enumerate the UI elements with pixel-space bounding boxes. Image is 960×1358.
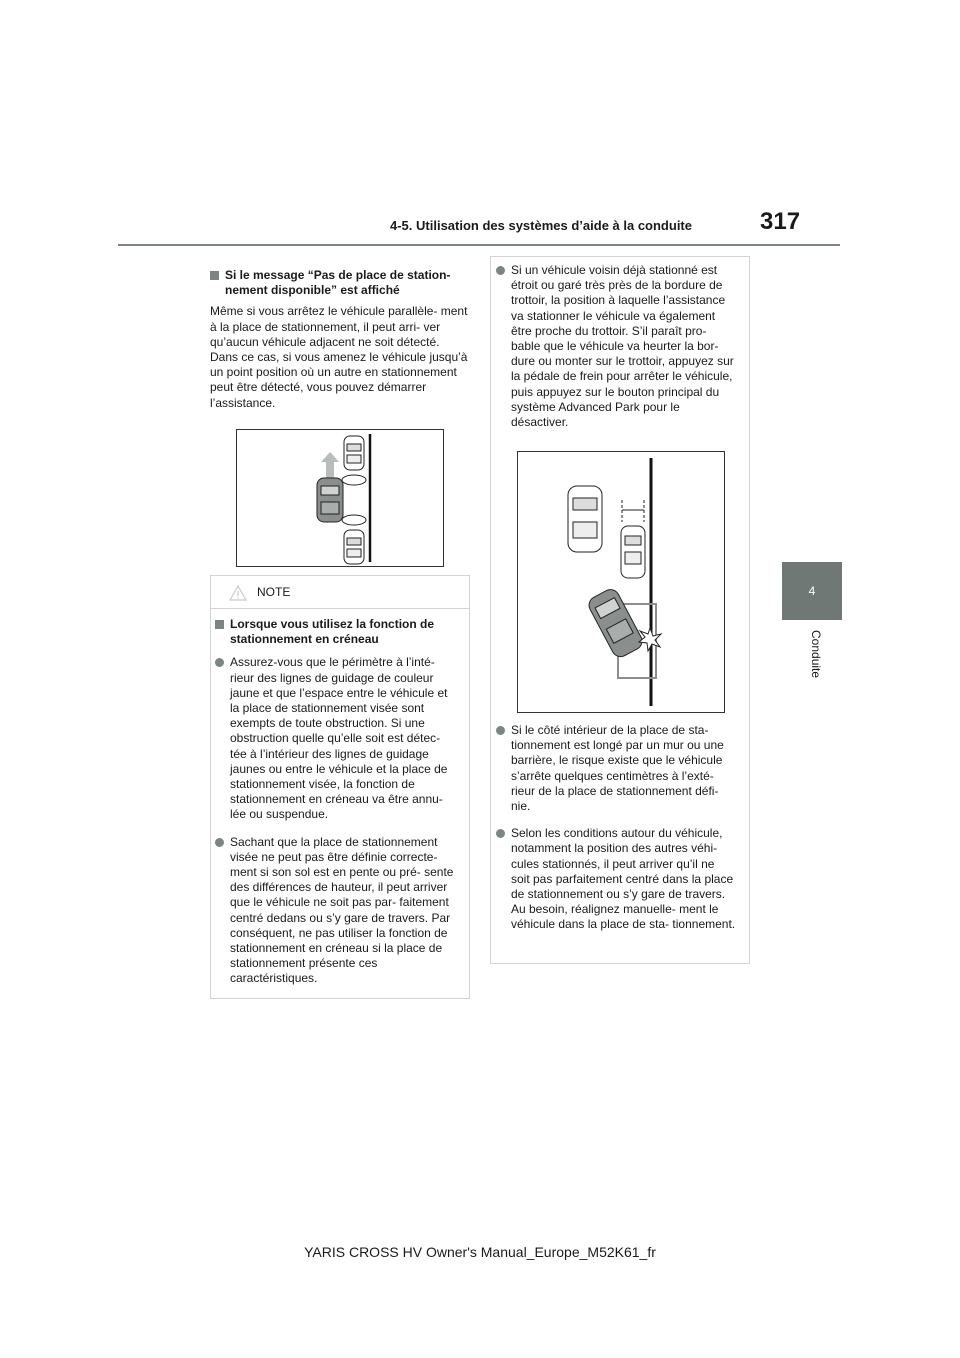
chapter-label-text: Conduite: [809, 630, 823, 679]
chapter-label: [783, 628, 843, 688]
chapter-tab: [782, 562, 842, 620]
narrow-parked-car-icon: [621, 526, 645, 578]
parking-diagram-2: [517, 451, 725, 713]
note-subheading: [215, 617, 459, 647]
square-bullet-icon: [210, 271, 219, 280]
round-bullet-icon: [496, 266, 505, 275]
note-label: NOTE: [257, 585, 291, 600]
impact-icon: [639, 628, 661, 651]
footer-text: YARIS CROSS HV Owner's Manual_Europe_M52K61_fr: [304, 1244, 656, 1260]
left-subheading-text: Si le message “Pas de place de station- nement disponible” est affiché: [225, 268, 451, 298]
warning-icon: [229, 585, 247, 601]
round-bullet-icon: [215, 838, 224, 847]
right-bullet: [496, 826, 736, 932]
note-subheading-text: Lorsque vous utilisez la fonction de stationnement en créneau: [230, 617, 435, 647]
parallel-parking-illustration: [237, 430, 443, 566]
page-number: 317: [760, 208, 801, 235]
left-body-text: Même si vous arrêtez le véhicule parallèle- ment à la place de stationnement, il peut arri- ver qu’aucun véhicule adjacent ne soit détecté. Dans ce cas, si vous amenez le véhicule jusqu’à un point position où un autre en stationnement peut être détecté, vous pouvez démarrer l’assistance.: [210, 304, 468, 410]
parking-diagram-1: [236, 429, 444, 567]
round-bullet-icon: [215, 658, 224, 667]
right-bullet-text: Si le côté intérieur de la place de sta- tionnement est longé par un mur ou une barrière, le risque existe que le véhicule s’arrête quelques centimètres à l’exté- rieur de la place de stationnement défi- nie.: [511, 723, 724, 814]
left-section: [210, 268, 470, 411]
round-bullet-icon: [496, 726, 505, 735]
section-title: 4-5. Utilisation des systèmes d’aide à la conduite: [390, 218, 692, 233]
round-bullet-icon: [496, 829, 505, 838]
note-header: [211, 576, 469, 604]
chapter-number: 4: [808, 584, 816, 598]
right-note-box: [490, 256, 750, 964]
right-bullet: [496, 263, 737, 430]
neighbor-car-icon: [568, 486, 602, 552]
right-bullet: [496, 723, 736, 814]
note-bullet: [215, 655, 459, 822]
note-bullet-text: Assurez-vous que le périmètre à l’inté- rieur des lignes de guidage de couleur jaune et que l’espace entre le véhicule et la place de stationnement visée sont exempts de toute obstruction. Si une obstruction quelle qu’elle soit est détec- tée à l’intérieur des lignes de guidage jaunes ou entre le véhicule et la place de stationnement visée, la fonction de stationnement en créneau va être annu- lée ou suspendue.: [230, 655, 448, 822]
note-bullet-text: Sachant que la place de stationnement visée ne peut pas être définie correcte- ment si son sol est en pente ou pré- sente des différences de hauteur, il peut arriver que le véhicule ne soit pas par- faitement centré dedans ou s’y gare de travers. Par conséquent, ne pas utiliser la fonction de stationnement en créneau si la place de stationnement présente ces caractéristiques.: [230, 834, 454, 986]
note-box: [210, 575, 470, 999]
left-subheading: [210, 268, 470, 298]
parked-car-front-icon: [344, 436, 364, 470]
square-bullet-icon: [215, 620, 224, 629]
note-bullet: [215, 835, 459, 987]
right-bullet-text: Si un véhicule voisin déjà stationné est étroit ou garé très près de la bordure de trottoir, la position à laquelle l’assistance va stationner le véhicule va également être proche du trottoir. S’il paraît pro- bable que le véhicule va heurter la bor- dure ou monter sur le trottoir, appuyez sur la pédale de frein pour arrêter le véhicule, puis appuyez sur le bouton principal du système Advanced Park pour le désactiver.: [511, 263, 734, 430]
own-car-icon: [586, 586, 645, 659]
own-car-icon: [317, 478, 343, 522]
curb-collision-illustration: [518, 452, 724, 712]
header-divider: [118, 244, 840, 246]
right-bullet-text: Selon les conditions autour du véhicule, notamment la position des autres véhi- cules stationnés, il peut arriver qu’il ne soit pas parfaitement centré dans la place de stationnement ou s’y gare de travers. Au besoin, réalignez manuelle- ment le véhicule dans la place de sta- tionnement.: [511, 826, 736, 932]
parked-car-rear-icon: [344, 530, 364, 564]
